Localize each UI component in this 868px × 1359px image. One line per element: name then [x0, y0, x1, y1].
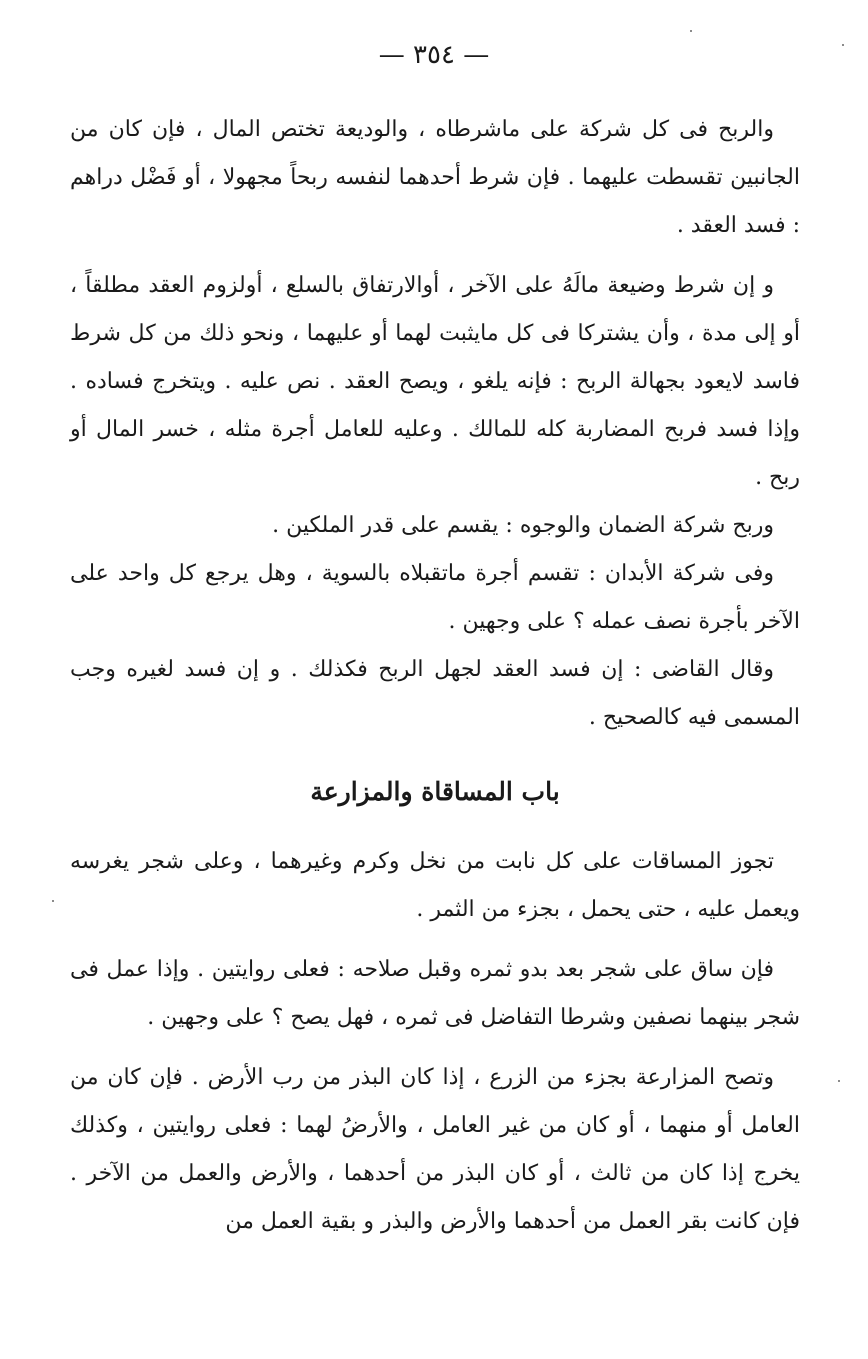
paragraph-invalid-conditions: و إن شرط وضيعة مالَهُ على الآخر ، أوالارتفاق بالسلع ، أولزوم العقد مطلقاً ، أو إلى مدة ، وأن يشتركا فى كل مايثبت لهما أو عليهما ، ونحو ذلك من كل شرط فاسد لايعود بجهالة الربح : فإنه يلغو ، ويصح العقد . نص عليه . ويتخرج فساده . وإذا فسد فربح المضاربة كله للمالك . وعليه للعامل أجرة مثله ، خسر المال أو ربح .	[70, 273, 800, 490]
scan-speck	[690, 30, 692, 32]
paragraph-musaqat-before-ripening: فإن ساق على شجر بعد بدو ثمره وقبل صلاحه : فعلى روايتين . وإذا عمل فى شجر بينهما نصفين وشرطا التفاضل فى ثمره ، فهل يصح ؟ على وجهين .	[70, 957, 800, 1030]
paragraph-labor-partnership: وفى شركة الأبدان : تقسم أجرة ماتقبلاه بالسوية ، وهل يرجع كل واحد على الآخر بأجرة نصف عمله ؟ على وجهين .	[70, 561, 800, 634]
paragraph-guarantee-partnership: وربح شركة الضمان والوجوه : يقسم على قدر الملكين .	[272, 513, 774, 538]
scan-speck	[52, 900, 54, 902]
paragraph-profit-in-partnership: والربح فى كل شركة على ماشرطاه ، والوديعة تختص المال ، فإن كان من الجانبين تقسطت عليهما . فإن شرط أحدهما لنفسه ربحاً مجهولا ، أو فَضْل دراهم : فسد العقد .	[70, 117, 800, 238]
page-number: — ٣٥٤ —	[378, 40, 490, 70]
paragraph-musaqat-permitted: تجوز المساقات على كل نابت من نخل وكرم وغيرهما ، وعلى شجر يغرسه ويعمل عليه ، حتى يحمل ، بجزء من الثمر .	[70, 849, 800, 922]
scan-speck	[838, 1080, 840, 1082]
paragraph-muzaraa: وتصح المزارعة بجزء من الزرع ، إذا كان البذر من رب الأرض . فإن كان من العامل أو منهما ، أو كان من غير العامل ، والأرضُ لهما : فعلى روايتين ، وكذلك يخرج إذا كان من ثالث ، أو كان البذر من أحدهما ، والأرض والعمل من الآخر . فإن كانت بقر العمل من أحدهما والأرض والبذر و بقية العمل من	[70, 1065, 800, 1234]
scan-speck	[842, 44, 844, 46]
chapter-heading: باب المساقاة والمزارعة	[310, 777, 560, 806]
page-body	[70, 106, 800, 1246]
paragraph-qadi-opinion: وقال القاضى : إن فسد العقد لجهل الربح فكذلك . و إن فسد لغيره وجب المسمى فيه كالصحيح .	[70, 657, 800, 730]
